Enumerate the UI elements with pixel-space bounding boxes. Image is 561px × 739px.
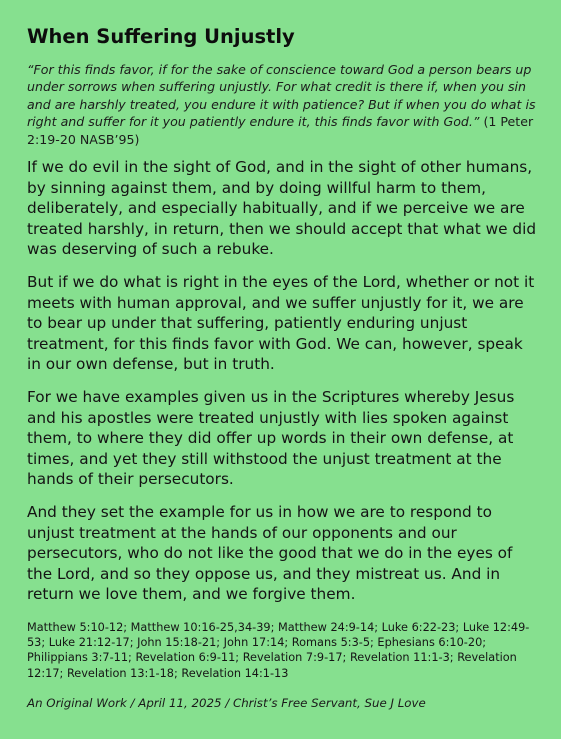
scripture-quote-text: “For this finds favor, if for the sake of conscience toward God a person bears up under sorrows when suffering unjustly. For what credit is there if, when you sin and are harshly treated, you endure it with patience? But if when you do what is right and suffer for it you patiently endure it, this finds favor with God.” (27, 62, 536, 130)
body-paragraph-1: If we do evil in the sight of God, and in the sight of other humans, by sinning against them, and by doing willful harm to them, deliberately, and especially habitually, and if we perceive we are treated harshly, in return, then we should accept that what we did was deserving of such a rebuke. (27, 158, 537, 259)
body-paragraph-4: And they set the example for us in how we are to respond to unjust treatment at the hands of our opponents and our persecutors, who do not like the good that we do in the eyes of the Lord, and so they oppose us, and they mistreat us. And in return we love them, and we forgive them. (27, 502, 513, 604)
scripture-reference: (1 Peter 2:19-20 NASB’95) (27, 114, 534, 147)
author-footer: An Original Work / April 11, 2025 / Christ’s Free Servant, Sue J Love (27, 695, 426, 710)
scripture-quote (27, 61, 539, 148)
scripture-references-list: Matthew 5:10-12; Matthew 10:16-25,34-39; Matthew 24:9-14; Luke 6:22-23; Luke 12:49-53; Luke 21:12-17; John 15:18-21; John 17:14; Romans 5:3-5; Ephesians 6:10-20; Philippians 3:7-11; Revelation 6:9-11; Revelation 7:9-17; Revelation 11:1-3; Revelation 12:17; Revelation 13:1-18; Revelation 14:1-13 (27, 620, 530, 680)
body-paragraph-2: But if we do what is right in the eyes of the Lord, whether or not it meets with human approval, and we suffer unjustly for it, we are to bear up under that suffering, patiently enduring unjust treatment, for this finds favor with God. We can, however, speak in our own defense, but in truth. (27, 273, 535, 374)
body-paragraph-3: For we have examples given us in the Scriptures whereby Jesus and his apostles were treated unjustly with lies spoken against them, to where they did offer up words in their own defense, at times, and yet they still withstood the unjust treatment at the hands of their persecutors. (27, 387, 515, 489)
page-title: When Suffering Unjustly (27, 25, 295, 48)
